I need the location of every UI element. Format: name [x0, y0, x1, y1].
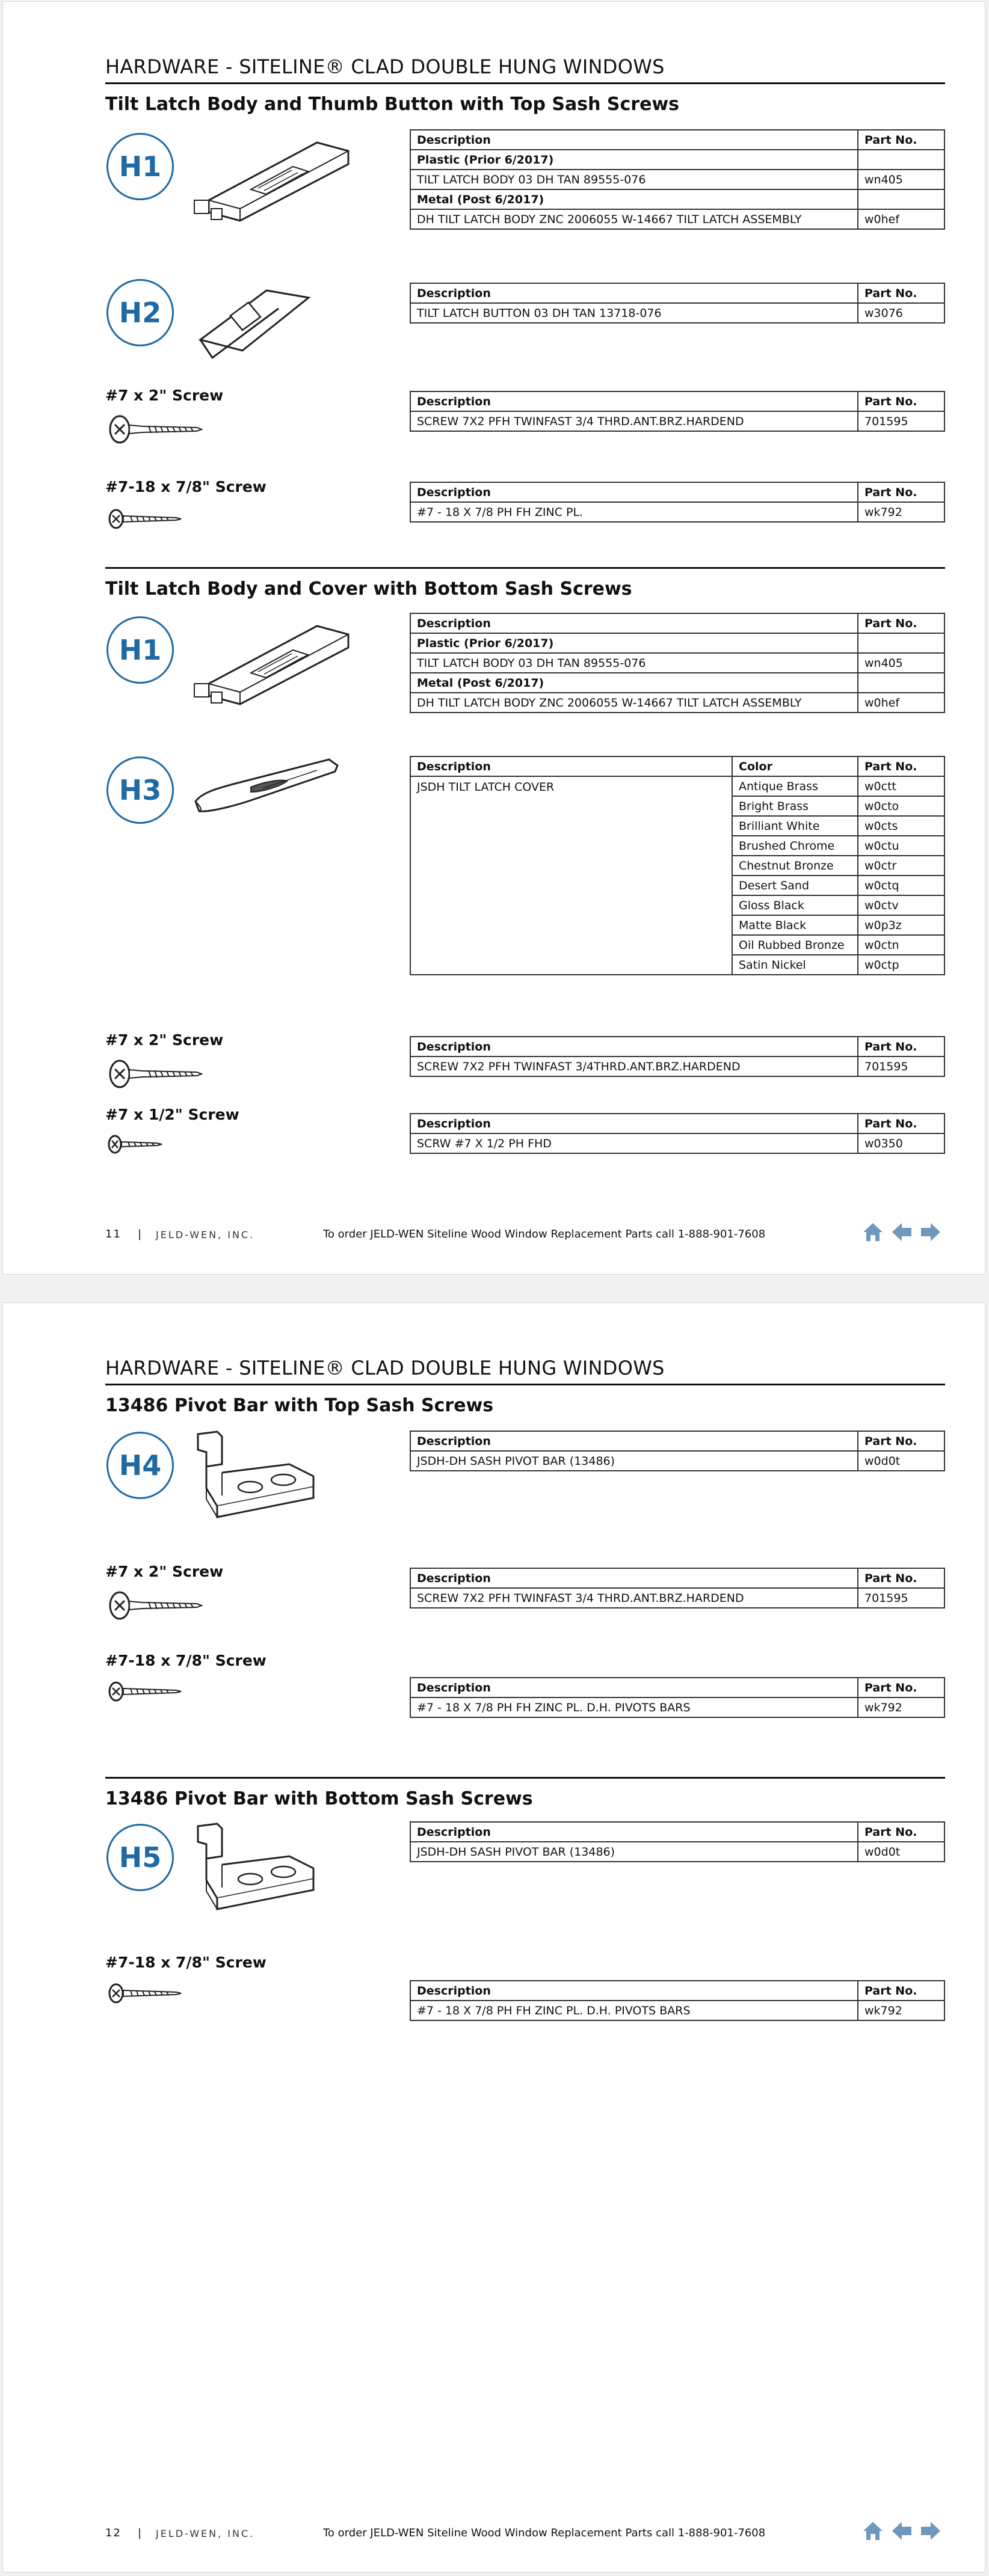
part-number: wk792 — [858, 502, 944, 522]
part-number: 701595 — [858, 1588, 944, 1608]
page-header: HARDWARE - SITELINE® CLAD DOUBLE HUNG WINDOWS — [105, 55, 945, 84]
color-name: Bright Brass — [732, 796, 858, 816]
screw-7x1-2-illustration — [106, 1133, 167, 1155]
part-number: w0ctp — [858, 955, 944, 975]
part-description: #7 - 18 X 7/8 PH FH ZINC PL. D.H. PIVOTS BARS — [410, 1697, 858, 1717]
part-description: SCREW 7X2 PFH TWINFAST 3/4 THRD.ANT.BRZ.HARDEND — [410, 411, 858, 431]
section-title: 13486 Pivot Bar with Bottom Sash Screws — [105, 1788, 533, 1809]
home-icon[interactable] — [861, 2519, 885, 2543]
part-number: w0ctn — [858, 935, 944, 955]
color-name: Matte Black — [732, 915, 858, 935]
page-header: HARDWARE - SITELINE® CLAD DOUBLE HUNG WINDOWS — [105, 1356, 945, 1385]
screw-7x2-illustration — [106, 413, 203, 446]
section-title: 13486 Pivot Bar with Top Sash Screws — [105, 1395, 494, 1416]
part-number: w0hef — [858, 209, 944, 229]
part-description: SCRW #7 X 1/2 PH FHD — [410, 1133, 858, 1153]
screw-label: #7-18 x 7/8" Screw — [105, 478, 267, 495]
part-badge-h3: H3 — [106, 756, 174, 824]
part-description: JSDH TILT LATCH COVER — [410, 776, 732, 975]
col-description: Description — [410, 1037, 858, 1056]
screw-7-18-illustration — [106, 1679, 185, 1704]
screw-label: #7 x 1/2" Screw — [105, 1106, 239, 1123]
part-number: w0d0t — [858, 1842, 944, 1862]
next-page-icon[interactable] — [919, 1220, 943, 1244]
col-part-no: Part No. — [858, 1981, 944, 2001]
part-number: w0d0t — [858, 1451, 944, 1471]
part-number — [858, 673, 944, 693]
group-label: Plastic (Prior 6/2017) — [410, 633, 858, 653]
col-part-no: Part No. — [858, 130, 944, 150]
part-number: w0cts — [858, 816, 944, 836]
col-part-no: Part No. — [858, 1678, 944, 1697]
col-description: Description — [410, 1678, 858, 1697]
catalog-page-12 — [2, 1302, 985, 2572]
screw-7x2-illustration — [106, 1058, 203, 1090]
screw-label: #7 x 2" Screw — [105, 387, 224, 404]
parts-table-screw-7x1-2 — [410, 1113, 945, 1154]
part-badge-h5: H5 — [106, 1824, 174, 1891]
col-description: Description — [410, 130, 858, 150]
screw-7x2-illustration — [106, 1589, 203, 1622]
footer-separator: | — [138, 2527, 142, 2539]
col-part-no: Part No. — [858, 1114, 944, 1133]
part-number: w0ctq — [858, 876, 944, 895]
col-description: Description — [410, 1981, 858, 2001]
tilt-latch-button-illustration — [194, 280, 315, 364]
part-description: #7 - 18 X 7/8 PH FH ZINC PL. — [410, 502, 858, 522]
pivot-bar-illustration — [193, 1820, 325, 1910]
color-name: Satin Nickel — [732, 955, 858, 975]
tilt-latch-body-illustration — [191, 129, 353, 232]
color-name: Brilliant White — [732, 816, 858, 836]
part-number — [858, 189, 944, 209]
screw-label: #7 x 2" Screw — [105, 1563, 224, 1580]
previous-page-icon[interactable] — [890, 2519, 914, 2543]
parts-table-h3 — [410, 756, 945, 975]
col-part-no: Part No. — [858, 756, 944, 776]
part-description: TILT LATCH BUTTON 03 DH TAN 13718-076 — [410, 303, 858, 323]
part-description: TILT LATCH BODY 03 DH TAN 89555-076 — [410, 653, 858, 673]
parts-table-screw-7x2 — [410, 1036, 945, 1077]
catalog-page-11 — [2, 1, 985, 1275]
order-info: To order JELD-WEN Siteline Wood Window Replacement Parts call 1-888-901-7608 — [323, 1228, 766, 1240]
part-badge-h1: H1 — [106, 616, 174, 684]
col-description: Description — [410, 1431, 858, 1451]
page-navigation — [861, 2519, 943, 2543]
parts-table-screw-7-18 — [410, 1677, 945, 1718]
col-description: Description — [410, 756, 732, 776]
screw-label: #7 x 2" Screw — [105, 1031, 224, 1049]
home-icon[interactable] — [861, 1220, 885, 1244]
parts-table-screw-7x2 — [410, 391, 945, 432]
company-name: JELD-WEN, INC. — [156, 2528, 255, 2539]
color-name: Oil Rubbed Bronze — [732, 935, 858, 955]
previous-page-icon[interactable] — [890, 1220, 914, 1244]
parts-table-h5 — [410, 1821, 945, 1862]
parts-table-h1 — [410, 129, 945, 230]
part-number — [858, 150, 944, 170]
screw-7-18-illustration — [106, 1981, 185, 2005]
parts-table-screw-7x2 — [410, 1568, 945, 1608]
tilt-latch-body-illustration — [191, 613, 353, 715]
group-label: Metal (Post 6/2017) — [410, 189, 858, 209]
part-badge-h1: H1 — [106, 133, 174, 200]
tilt-latch-cover-illustration — [191, 755, 341, 821]
col-part-no: Part No. — [858, 613, 944, 633]
col-description: Description — [410, 283, 858, 303]
screw-7-18-illustration — [106, 507, 185, 531]
section-divider — [105, 567, 945, 569]
group-label: Plastic (Prior 6/2017) — [410, 150, 858, 170]
color-name: Desert Sand — [732, 876, 858, 895]
part-number: w0ctt — [858, 776, 944, 796]
section-divider — [105, 1777, 945, 1779]
screw-label: #7-18 x 7/8" Screw — [105, 1652, 267, 1669]
part-number: w0p3z — [858, 915, 944, 935]
part-number: w3076 — [858, 303, 944, 323]
col-description: Description — [410, 1568, 858, 1588]
page-number: 11 — [105, 1228, 122, 1240]
part-number: w0ctr — [858, 856, 944, 876]
col-description: Description — [410, 391, 858, 411]
group-label: Metal (Post 6/2017) — [410, 673, 858, 693]
section-title: Tilt Latch Body and Thumb Button with Top Sash Screws — [105, 94, 680, 115]
color-name: Gloss Black — [732, 895, 858, 915]
col-description: Description — [410, 613, 858, 633]
part-description: DH TILT LATCH BODY ZNC 2006055 W-14667 TILT LATCH ASSEMBLY — [410, 209, 858, 229]
color-name: Chestnut Bronze — [732, 856, 858, 876]
pivot-bar-illustration — [193, 1428, 325, 1518]
part-number: w0ctu — [858, 836, 944, 856]
part-number: w0350 — [858, 1133, 944, 1153]
col-part-no: Part No. — [858, 283, 944, 303]
col-color: Color — [732, 756, 858, 776]
part-number: w0ctv — [858, 895, 944, 915]
part-number: w0cto — [858, 796, 944, 816]
col-description: Description — [410, 1114, 858, 1133]
order-info: To order JELD-WEN Siteline Wood Window Replacement Parts call 1-888-901-7608 — [323, 2527, 766, 2539]
col-part-no: Part No. — [858, 482, 944, 502]
part-number: wk792 — [858, 1697, 944, 1717]
part-description: DH TILT LATCH BODY ZNC 2006055 W-14667 TILT LATCH ASSEMBLY — [410, 693, 858, 713]
page-navigation — [861, 1220, 943, 1244]
screw-label: #7-18 x 7/8" Screw — [105, 1954, 267, 1971]
part-description: SCREW 7X2 PFH TWINFAST 3/4THRD.ANT.BRZ.HARDEND — [410, 1056, 858, 1076]
part-description: JSDH-DH SASH PIVOT BAR (13486) — [410, 1842, 858, 1862]
col-part-no: Part No. — [858, 391, 944, 411]
part-number — [858, 633, 944, 653]
part-number: wn405 — [858, 170, 944, 189]
next-page-icon[interactable] — [919, 2519, 943, 2543]
col-description: Description — [410, 1822, 858, 1842]
parts-table-screw-7-18 — [410, 482, 945, 523]
part-number: 701595 — [858, 1056, 944, 1076]
page-number: 12 — [105, 2527, 122, 2539]
col-part-no: Part No. — [858, 1037, 944, 1056]
col-part-no: Part No. — [858, 1822, 944, 1842]
part-number: 701595 — [858, 411, 944, 431]
part-description: TILT LATCH BODY 03 DH TAN 89555-076 — [410, 170, 858, 189]
part-number: w0hef — [858, 693, 944, 713]
color-name: Brushed Chrome — [732, 836, 858, 856]
parts-table-screw-7-18 — [410, 1980, 945, 2021]
footer-separator: | — [138, 1228, 142, 1240]
section-title: Tilt Latch Body and Cover with Bottom Sash Screws — [105, 578, 632, 600]
parts-table-h2 — [410, 283, 945, 324]
part-number: wk792 — [858, 2001, 944, 2020]
color-name: Antique Brass — [732, 776, 858, 796]
col-part-no: Part No. — [858, 1431, 944, 1451]
parts-table-h1 — [410, 613, 945, 713]
part-badge-h2: H2 — [106, 279, 174, 346]
part-number: wn405 — [858, 653, 944, 673]
part-description: #7 - 18 X 7/8 PH FH ZINC PL. D.H. PIVOTS BARS — [410, 2001, 858, 2020]
company-name: JELD-WEN, INC. — [156, 1229, 255, 1240]
part-badge-h4: H4 — [106, 1432, 174, 1499]
part-description: JSDH-DH SASH PIVOT BAR (13486) — [410, 1451, 858, 1471]
part-description: SCREW 7X2 PFH TWINFAST 3/4 THRD.ANT.BRZ.HARDEND — [410, 1588, 858, 1608]
col-description: Description — [410, 482, 858, 502]
col-part-no: Part No. — [858, 1568, 944, 1588]
parts-table-h4 — [410, 1431, 945, 1471]
